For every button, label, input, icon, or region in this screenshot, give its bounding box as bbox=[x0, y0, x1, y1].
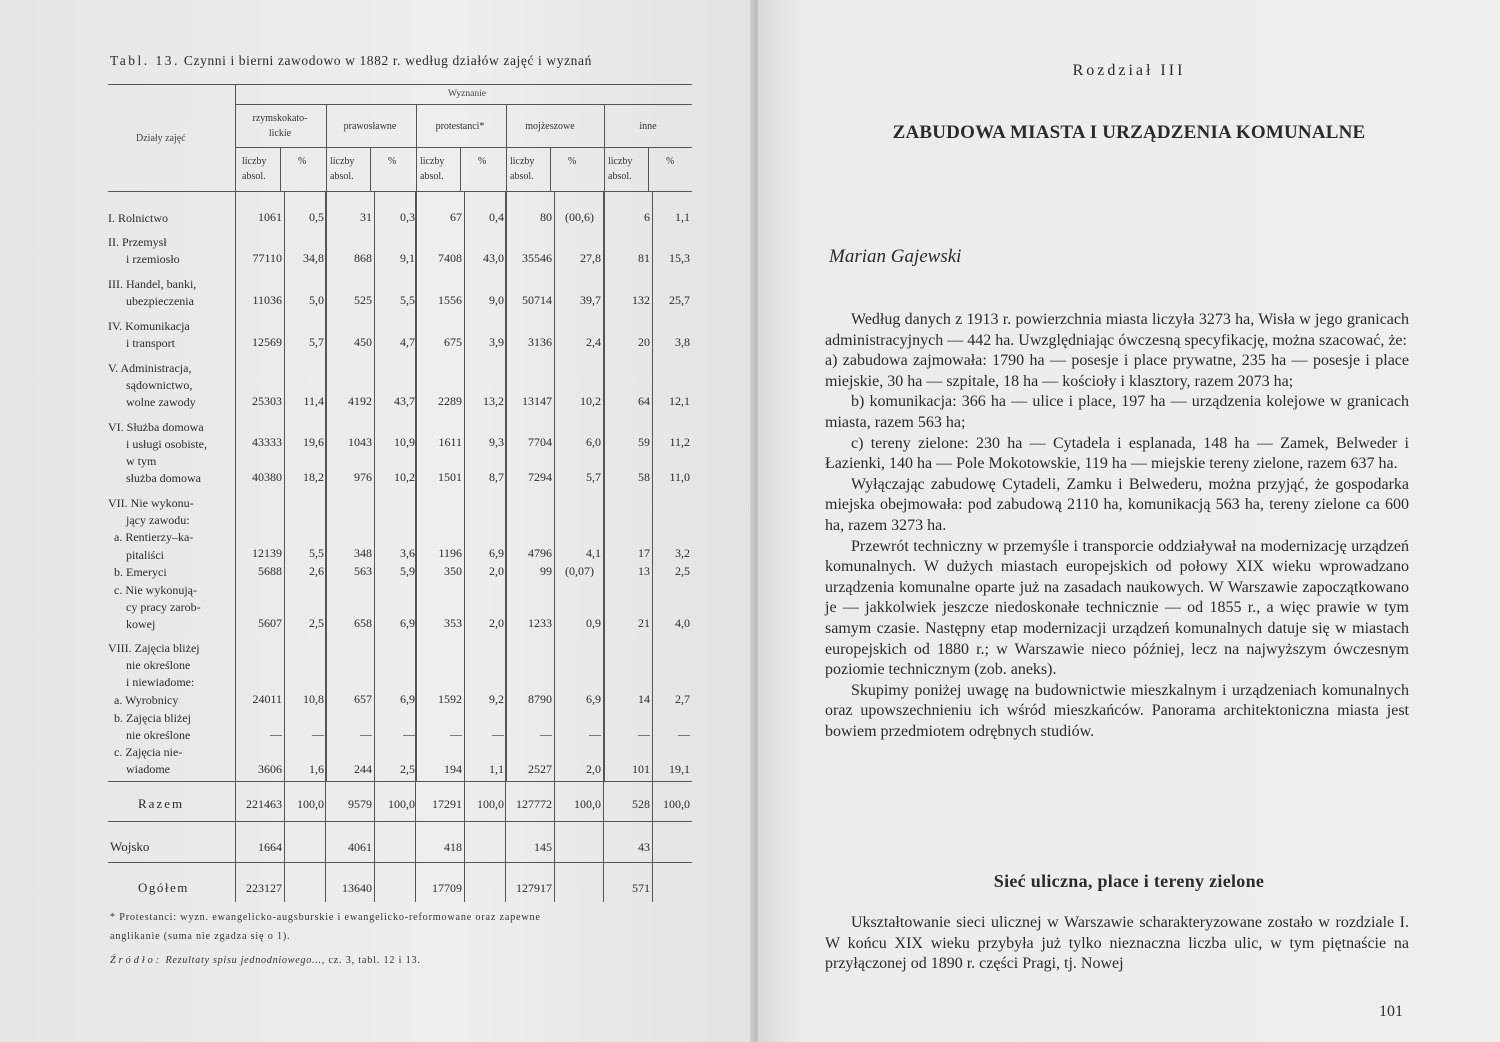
total-percent: 100,0 bbox=[477, 797, 504, 811]
cell-absolute: 4796 bbox=[528, 546, 552, 560]
cell-percent: 39,7 bbox=[580, 293, 601, 307]
sub-header-pct: % bbox=[388, 156, 397, 167]
cell-percent: 9,1 bbox=[400, 251, 415, 265]
rule-line bbox=[236, 147, 692, 148]
cell-absolute: 1556 bbox=[438, 293, 462, 307]
religion-header: prawosławne bbox=[343, 121, 397, 132]
list-item: b) komunikacja: 366 ha — ulice i place, 197 ha — urządzenia kolejowe w granicach miasta, razem 563 ha; bbox=[825, 393, 1409, 431]
table-caption bbox=[110, 53, 592, 69]
section-text bbox=[825, 913, 1409, 975]
cell-percent: 4,0 bbox=[675, 616, 690, 630]
intro-text bbox=[825, 310, 1409, 742]
cell-absolute: 25303 bbox=[252, 394, 282, 408]
total-percent: 100,0 bbox=[574, 797, 601, 811]
cell-absolute: 658 bbox=[354, 616, 372, 630]
total-absolute: 17291 bbox=[432, 797, 462, 811]
rule-line bbox=[550, 147, 551, 191]
row-label: c. Nie wykonują- cy pracy zarob- kowej bbox=[114, 583, 201, 632]
cell-percent: 8,7 bbox=[489, 470, 504, 484]
cell-percent: — bbox=[403, 727, 415, 741]
cell-absolute: 5607 bbox=[258, 616, 282, 630]
cell-percent: 4,1 bbox=[586, 546, 601, 560]
cell-absolute: — bbox=[540, 727, 552, 741]
cell-percent: 4,7 bbox=[400, 335, 415, 349]
cell-percent: 19,1 bbox=[669, 762, 690, 776]
cell-absolute: 976 bbox=[354, 470, 372, 484]
rule-line bbox=[460, 147, 461, 191]
row-label: w tym służba domowa bbox=[126, 454, 201, 486]
cell-absolute: 6 bbox=[644, 210, 650, 224]
table-number: Tabl. 13. bbox=[110, 53, 180, 68]
cell-absolute: 43333 bbox=[252, 435, 282, 449]
army-value: 145 bbox=[534, 840, 552, 854]
rule-line bbox=[108, 821, 692, 822]
cell-percent: 2,6 bbox=[309, 564, 324, 578]
cell-absolute: — bbox=[270, 727, 282, 741]
cell-absolute: 1043 bbox=[348, 435, 372, 449]
total-percent: 100,0 bbox=[388, 797, 415, 811]
source-ref: cz. 3, tabl. 12 i 13. bbox=[328, 955, 421, 966]
cell-percent: 9,3 bbox=[489, 435, 504, 449]
section-heading: Sieć uliczna, place i tereny zielone bbox=[993, 871, 1265, 891]
cell-absolute: 657 bbox=[354, 692, 372, 706]
cell-percent: 2,0 bbox=[489, 616, 504, 630]
sub-header-pct: % bbox=[568, 156, 577, 167]
cell-absolute: 2527 bbox=[528, 762, 552, 776]
cell-percent: 10,2 bbox=[580, 394, 601, 408]
cell-absolute: 3606 bbox=[258, 762, 282, 776]
cell-percent: 0,5 bbox=[309, 210, 324, 224]
religion-header: rzymskokato- lickie bbox=[252, 113, 308, 139]
cell-percent: 15,3 bbox=[669, 251, 690, 265]
rule-line bbox=[652, 821, 653, 862]
razem-label: Razem bbox=[138, 796, 185, 811]
cell-absolute: 4192 bbox=[348, 394, 372, 408]
cell-absolute: 350 bbox=[444, 564, 462, 578]
cell-absolute: 13147 bbox=[522, 394, 552, 408]
paragraph: Skupimy poniżej uwagę na budownictwie mieszkalnym i urządzeniach komunalnych oraz upowszechnieniu ich wśród mieszkańców. Panorama architektoniczna miasta jest bowiem przedmiotem odrębnych studiów. bbox=[825, 681, 1409, 740]
row-label: VII. Nie wykonu- jący zawodu: a. Rentierzy–ka- pitaliści bbox=[108, 496, 194, 562]
grand-total-value: 571 bbox=[632, 881, 650, 895]
grand-total-value: 127917 bbox=[516, 881, 552, 895]
cell-absolute: 64 bbox=[638, 394, 650, 408]
cell-absolute: 1061 bbox=[258, 210, 282, 224]
cell-absolute: 81 bbox=[638, 251, 650, 265]
cell-percent: 5,7 bbox=[586, 470, 601, 484]
cell-absolute: 11036 bbox=[252, 293, 282, 307]
cell-absolute: 59 bbox=[638, 435, 650, 449]
cell-percent: — bbox=[312, 727, 324, 741]
rule-line bbox=[108, 862, 692, 863]
total-absolute: 9579 bbox=[348, 797, 372, 811]
cell-absolute: — bbox=[360, 727, 372, 741]
cell-absolute: 1501 bbox=[438, 470, 462, 484]
cell-percent: 43,7 bbox=[394, 394, 415, 408]
row-label: b. Emeryci bbox=[108, 565, 167, 579]
paragraph: Ukształtowanie sieci ulicznej w Warszawie scharakteryzowane zostało w rozdziale I. W końcu XIX wieku przybyła już tylko nieznaczna liczba ulic, w tym piętnaście na przyłączonej od 1890 r. części Pragi, tj. Nowej bbox=[825, 914, 1409, 973]
cell-percent: 2,4 bbox=[586, 335, 601, 349]
cell-percent: 5,5 bbox=[309, 546, 324, 560]
table-title: Czynni i bierni zawodowo w 1882 r. według działów zajęć i wyznań bbox=[183, 53, 592, 68]
group-header: Wyznanie bbox=[448, 89, 486, 99]
cell-percent: 2,7 bbox=[675, 692, 690, 706]
cell-percent: 18,2 bbox=[303, 470, 324, 484]
ogolem-label: Ogółem bbox=[138, 880, 189, 895]
row-label: VIII. Zajęcia bliżej nie określone i niewiadome: a. Wyrobnicy bbox=[108, 641, 200, 707]
cell-percent: 2,5 bbox=[309, 616, 324, 630]
cell-percent: 13,2 bbox=[483, 394, 504, 408]
cell-absolute: 450 bbox=[354, 335, 372, 349]
cell-absolute: 525 bbox=[354, 293, 372, 307]
cell-percent: 1,6 bbox=[309, 762, 324, 776]
rule-line bbox=[108, 781, 692, 782]
row-label: b. Zajęcia bliżej nie określone bbox=[114, 711, 191, 743]
cell-absolute: 1592 bbox=[438, 692, 462, 706]
cell-percent: 3,2 bbox=[675, 546, 690, 560]
row-label: c. Zajęcia nie- wiadome bbox=[114, 745, 183, 777]
source-label: Źródło: bbox=[110, 955, 163, 966]
religion-header: protestanci* bbox=[435, 121, 485, 132]
cell-absolute: — bbox=[450, 727, 462, 741]
cell-absolute: 12139 bbox=[252, 546, 282, 560]
sub-header-pct: % bbox=[298, 156, 307, 167]
army-value: 1664 bbox=[258, 840, 282, 854]
list-item: c) tereny zielone: 230 ha — Cytadela i esplanada, 148 ha — Zamek, Belweder i Łazienki, 140 ha — Pole Mokotowskie, 119 ha — miejskie tereny zielone, razem 637 ha. bbox=[825, 434, 1409, 473]
cell-percent: 12,1 bbox=[669, 394, 690, 408]
cell-absolute: 3136 bbox=[528, 335, 552, 349]
author-name: Marian Gajewski bbox=[829, 246, 962, 267]
cell-percent: 0,3 bbox=[400, 210, 415, 224]
rule-line bbox=[370, 147, 371, 191]
row-label: I. Rolnictwo bbox=[108, 211, 168, 225]
cell-percent: 11,0 bbox=[669, 470, 690, 484]
chapter-label: Rozdział III bbox=[1072, 62, 1186, 79]
cell-absolute: 101 bbox=[632, 762, 650, 776]
cell-percent: — bbox=[678, 727, 690, 741]
cell-absolute: — bbox=[638, 727, 650, 741]
total-percent: 100,0 bbox=[663, 797, 690, 811]
religion-header: mojżeszowe bbox=[525, 121, 575, 132]
cell-absolute: 194 bbox=[444, 762, 462, 776]
cell-absolute: 17 bbox=[638, 546, 650, 560]
sub-header-abs: liczby absol. bbox=[420, 156, 445, 182]
cell-absolute: 7408 bbox=[438, 251, 462, 265]
sub-header-abs: liczby absol. bbox=[242, 156, 267, 182]
rule-line bbox=[236, 104, 692, 105]
cell-percent: — bbox=[589, 727, 601, 741]
cell-percent: 2,0 bbox=[586, 762, 601, 776]
army-value: 4061 bbox=[348, 840, 372, 854]
cell-absolute: 31 bbox=[360, 210, 372, 224]
cell-absolute: 348 bbox=[354, 546, 372, 560]
cell-percent: 11,4 bbox=[303, 394, 324, 408]
cell-absolute: 35546 bbox=[522, 251, 552, 265]
cell-absolute: 21 bbox=[638, 616, 650, 630]
sub-header-pct: % bbox=[666, 156, 675, 167]
cell-absolute: 132 bbox=[632, 293, 650, 307]
cell-percent: 10,2 bbox=[394, 470, 415, 484]
rule-line bbox=[464, 821, 465, 862]
cell-absolute: 67 bbox=[450, 210, 462, 224]
cell-percent: 27,8 bbox=[580, 251, 601, 265]
total-absolute: 127772 bbox=[516, 797, 552, 811]
cell-absolute: 353 bbox=[444, 616, 462, 630]
cell-percent: 43,0 bbox=[483, 251, 504, 265]
cell-percent: 3,6 bbox=[400, 546, 415, 560]
sub-header-pct: % bbox=[478, 156, 487, 167]
total-absolute: 528 bbox=[632, 797, 650, 811]
cell-absolute: 1233 bbox=[528, 616, 552, 630]
cell-percent: 2,5 bbox=[400, 762, 415, 776]
rule-line bbox=[284, 862, 285, 902]
list-item: a) zabudowa zajmowała: 1790 ha — posesje i place prywatne, 235 ha — posesje i place miejskie, 30 ha — szpitale, 18 ha — kościoły i klasztory, razem 2073 ha; bbox=[825, 352, 1409, 390]
cell-percent: 6,9 bbox=[489, 546, 504, 560]
rule-line bbox=[554, 821, 555, 862]
cell-absolute: 20 bbox=[638, 335, 650, 349]
cell-percent: 34,8 bbox=[303, 251, 324, 265]
wojsko-label: Wojsko bbox=[110, 839, 150, 854]
rule-line bbox=[280, 147, 281, 191]
cell-percent: 19,6 bbox=[303, 435, 324, 449]
cell-absolute: 7704 bbox=[528, 435, 552, 449]
cell-percent: 5,5 bbox=[400, 293, 415, 307]
footnote-line-1: * Protestanci: wyzn. ewangelicko-augsburskie i ewangelicko-reformowane oraz zapewne bbox=[110, 912, 541, 923]
source-title: Rezultaty spisu jednodniowego..., bbox=[165, 955, 325, 966]
total-absolute: 221463 bbox=[246, 797, 282, 811]
cell-absolute: 50714 bbox=[522, 293, 552, 307]
cell-percent: 6,9 bbox=[586, 692, 601, 706]
cell-percent: (00,6) bbox=[565, 210, 594, 224]
rule-line bbox=[284, 821, 285, 862]
cell-absolute: 1196 bbox=[438, 546, 462, 560]
cell-percent: 1,1 bbox=[489, 762, 504, 776]
paragraph: Według danych z 1913 r. powierzchnia miasta liczyła 3273 ha, Wisła w jego granicach administracyjnych — 442 ha. Uwzględniając ówczesną specyfikację, można szacować, że: bbox=[825, 311, 1409, 349]
cell-absolute: 563 bbox=[354, 564, 372, 578]
cell-percent: 5,0 bbox=[309, 293, 324, 307]
cell-percent: 3,9 bbox=[489, 335, 504, 349]
rule-line bbox=[374, 821, 375, 862]
right-page bbox=[758, 0, 1500, 1042]
page-number: 101 bbox=[1379, 1003, 1403, 1020]
rule-line bbox=[374, 862, 375, 902]
grand-total-value: 223127 bbox=[246, 881, 282, 895]
cell-absolute: 675 bbox=[444, 335, 462, 349]
cell-absolute: 40380 bbox=[252, 470, 282, 484]
cell-absolute: 7294 bbox=[528, 470, 552, 484]
cell-percent: 2,0 bbox=[489, 564, 504, 578]
cell-percent: 1,1 bbox=[675, 210, 690, 224]
cell-absolute: 2289 bbox=[438, 394, 462, 408]
cell-percent: 25,7 bbox=[669, 293, 690, 307]
cell-percent: 9,2 bbox=[489, 692, 504, 706]
data-table bbox=[108, 84, 692, 906]
cell-percent: 0,4 bbox=[489, 210, 504, 224]
cell-percent: 5,9 bbox=[400, 564, 415, 578]
source-note bbox=[110, 955, 421, 966]
cell-absolute: 77110 bbox=[252, 251, 282, 265]
grand-total-value: 13640 bbox=[342, 881, 372, 895]
cell-percent: 2,5 bbox=[675, 564, 690, 578]
row-header: Działy zajęć bbox=[136, 133, 186, 144]
row-label: II. Przemysł i rzemiosło bbox=[108, 235, 180, 267]
rule-line bbox=[554, 862, 555, 902]
cell-absolute: 80 bbox=[540, 210, 552, 224]
army-value: 418 bbox=[444, 840, 462, 854]
cell-absolute: 1611 bbox=[438, 435, 462, 449]
cell-percent: 3,8 bbox=[675, 335, 690, 349]
cell-percent: 6,9 bbox=[400, 616, 415, 630]
cell-percent: 5,7 bbox=[309, 335, 324, 349]
sub-header-abs: liczby absol. bbox=[510, 156, 535, 182]
cell-absolute: 5688 bbox=[258, 564, 282, 578]
cell-percent: 10,9 bbox=[394, 435, 415, 449]
row-label: VI. Służba domowa i usługi osobiste, bbox=[108, 420, 208, 452]
sub-header-abs: liczby absol. bbox=[608, 156, 633, 182]
chapter-title: ZABUDOWA MIASTA I URZĄDZENIA KOMUNALNE bbox=[892, 122, 1366, 143]
paragraph: Przewrót techniczny w przemyśle i transporcie oddziaływał na modernizację urządzeń komunalnych. W dużych miastach europejskich od połowy XIX wieku wprowadzano urządzenia komunalne oparte już na zasadach naukowych. W Warszawie zapoczątkowano je — jakkolwiek jeszcze niedoskonałe technicznie — od 1855 r., a więc prawie w tym samym czasie. Następny etap modernizacji urządzeń komunalnych datuje się w miastach europejskich od 1880 r.; w Warszawie nieco później, lecz na najwyższym ówczesnym poziomie technicznym (zob. aneks). bbox=[825, 537, 1409, 679]
row-label: III. Handel, banki, ubezpieczenia bbox=[108, 277, 197, 309]
row-label: V. Administracja, sądownictwo, wolne zawody bbox=[108, 361, 196, 410]
total-percent: 100,0 bbox=[297, 797, 324, 811]
cell-absolute: 58 bbox=[638, 470, 650, 484]
cell-absolute: 14 bbox=[638, 692, 650, 706]
religion-header: inne bbox=[639, 121, 657, 132]
sub-header-abs: liczby absol. bbox=[330, 156, 355, 182]
grand-total-value: 17709 bbox=[432, 881, 462, 895]
row-label: IV. Komunikacja i transport bbox=[108, 319, 190, 351]
cell-percent: (0,07) bbox=[565, 564, 594, 578]
cell-absolute: 244 bbox=[354, 762, 372, 776]
cell-percent: 6,0 bbox=[586, 435, 601, 449]
cell-absolute: 24011 bbox=[252, 692, 282, 706]
rule-line bbox=[108, 84, 692, 85]
rule-line bbox=[652, 862, 653, 902]
cell-absolute: 868 bbox=[354, 251, 372, 265]
rule-line bbox=[464, 862, 465, 902]
paragraph: Wyłączając zabudowę Cytadeli, Zamku i Belwederu, można przyjąć, że gospodarka miejska obejmowała: pod zabudową 2110 ha, komunikacją 563 ha, tereny zielone ca 600 ha, razem 3273 ha. bbox=[825, 475, 1409, 534]
cell-absolute: 99 bbox=[540, 564, 552, 578]
cell-absolute: 8790 bbox=[528, 692, 552, 706]
cell-percent: — bbox=[492, 727, 504, 741]
rule-line bbox=[648, 147, 649, 191]
footnote-line-2: anglikanie (suma nie zgadza się o 1). bbox=[110, 931, 291, 942]
cell-percent: 11,2 bbox=[669, 435, 690, 449]
cell-percent: 10,8 bbox=[303, 692, 324, 706]
army-value: 43 bbox=[638, 840, 650, 854]
cell-absolute: 13 bbox=[638, 564, 650, 578]
cell-percent: 9,0 bbox=[489, 293, 504, 307]
cell-percent: 6,9 bbox=[400, 692, 415, 706]
cell-absolute: 12569 bbox=[252, 335, 282, 349]
cell-percent: 0,9 bbox=[586, 616, 601, 630]
